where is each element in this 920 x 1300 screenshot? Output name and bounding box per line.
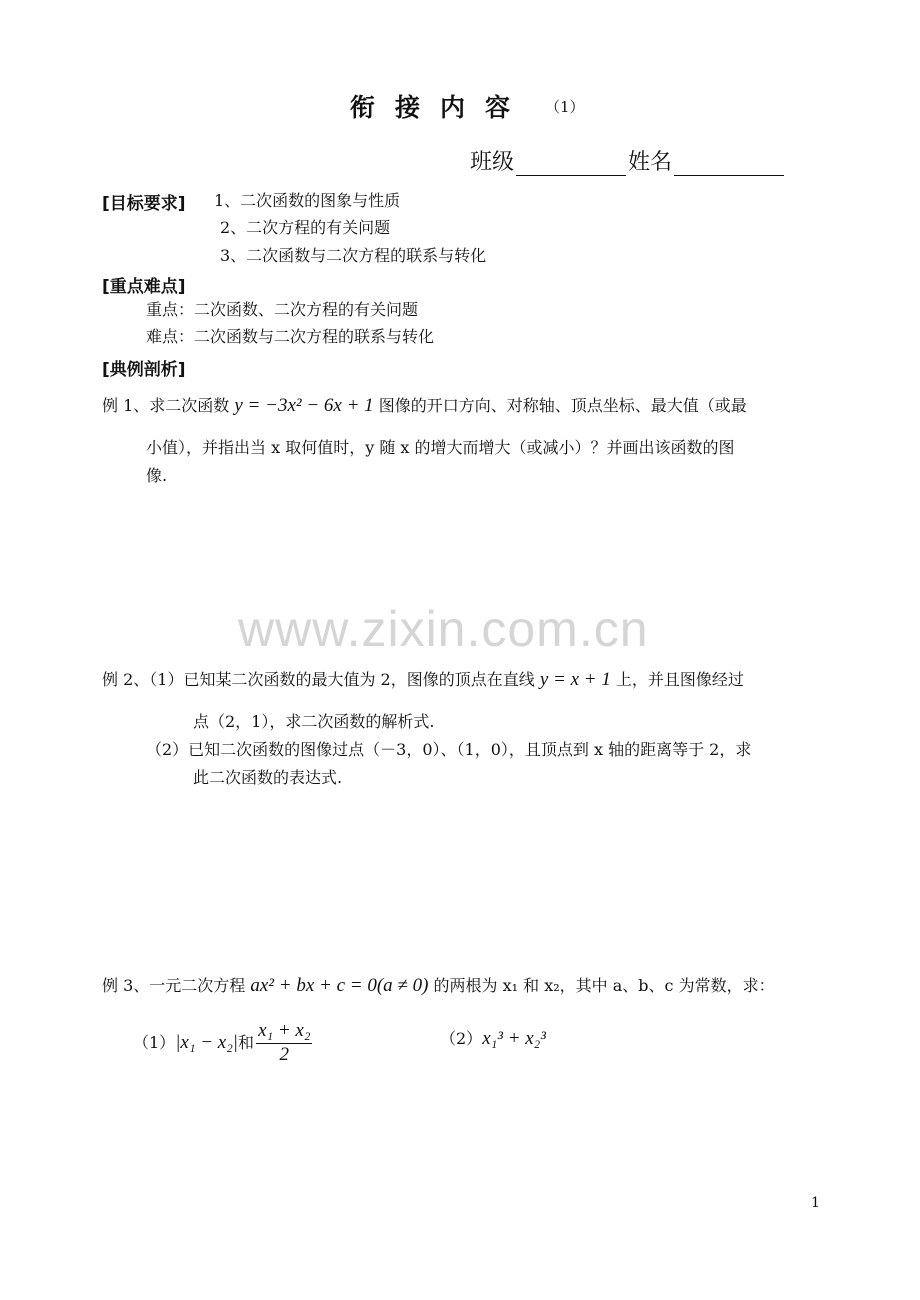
example-1-formula: y = −3x² − 6x + 1 bbox=[234, 395, 374, 416]
example-1-line-1-rest: 图像的开口方向、对称轴、顶点坐标、最大值（或最 bbox=[378, 396, 747, 415]
example-1-line-1 bbox=[102, 395, 747, 418]
name-blank bbox=[674, 153, 784, 176]
class-name-line bbox=[470, 145, 786, 176]
example-3-rest: 的两根为 x₁ 和 x₂，其中 a、b、c 为常数，求： bbox=[433, 976, 775, 995]
goal-item-2: 2、二次方程的有关问题 bbox=[220, 218, 391, 237]
goals-heading: [目标要求] bbox=[102, 194, 186, 214]
class-label: 班级 bbox=[470, 150, 515, 175]
example-3-formula: ax² + bx + c = 0(a ≠ 0) bbox=[250, 975, 429, 996]
example-2-line-4: 此二次函数的表达式. bbox=[193, 768, 343, 787]
examples-heading: [典例剖析] bbox=[102, 360, 186, 380]
example-1-line-3: 像. bbox=[146, 466, 168, 485]
watermark: www.zixin.com.cn bbox=[238, 601, 649, 657]
example-3-prefix: 例 3、一元二次方程 bbox=[102, 976, 246, 995]
example-3-part-2 bbox=[440, 1028, 546, 1051]
key-point: 重点：二次函数、二次方程的有关问题 bbox=[146, 300, 419, 319]
example-2-line-1-b: 上，并且图像经过 bbox=[615, 670, 744, 689]
part-2-label: （2） bbox=[440, 1029, 483, 1048]
example-1-prefix: 例 1、求二次函数 bbox=[102, 396, 230, 415]
class-blank bbox=[516, 153, 626, 176]
example-2-line-2: 点（2，1），求二次函数的解析式. bbox=[193, 712, 435, 731]
goal-item-1: 1、二次函数的图象与性质 bbox=[214, 191, 401, 210]
part-1-and: 和 bbox=[238, 1032, 255, 1052]
part-1-abs: |x₁ − x₂| bbox=[175, 1031, 239, 1053]
example-2-formula: y = x + 1 bbox=[539, 669, 611, 690]
page-number: 1 bbox=[811, 1195, 820, 1211]
part-1-label: （1） bbox=[133, 1032, 176, 1052]
keypoints-heading: [重点难点] bbox=[102, 277, 186, 297]
page-title: 衔接内容 bbox=[350, 93, 531, 122]
example-1-line-2: 小值），并指出当 x 取何值时，y 随 x 的增大而增大（或减小）？并画出该函数的图 bbox=[146, 438, 735, 457]
goal-item-3: 3、二次函数与二次方程的联系与转化 bbox=[220, 246, 487, 265]
example-2-line-1-a: 例 2、（1）已知某二次函数的最大值为 2，图像的顶点在直线 bbox=[102, 670, 535, 689]
example-3-line-1 bbox=[102, 975, 775, 998]
difficult-point: 难点：二次函数与二次方程的联系与转化 bbox=[146, 327, 435, 346]
example-2-line-3: （2）已知二次函数的图像过点（－3，0）、（1，0），且顶点到 x 轴的距离等于 2，求 bbox=[146, 740, 752, 759]
part-2-formula: x₁³ + x₂³ bbox=[482, 1028, 546, 1049]
fraction-numerator: x₁ + x₂ bbox=[256, 1020, 312, 1044]
example-2-line-1 bbox=[102, 669, 744, 692]
part-1-fraction bbox=[256, 1020, 312, 1067]
fraction-denominator: 2 bbox=[279, 1043, 290, 1065]
name-label: 姓名 bbox=[628, 150, 673, 175]
title-suffix: （1） bbox=[545, 98, 585, 116]
example-3-part-1 bbox=[133, 1020, 314, 1067]
